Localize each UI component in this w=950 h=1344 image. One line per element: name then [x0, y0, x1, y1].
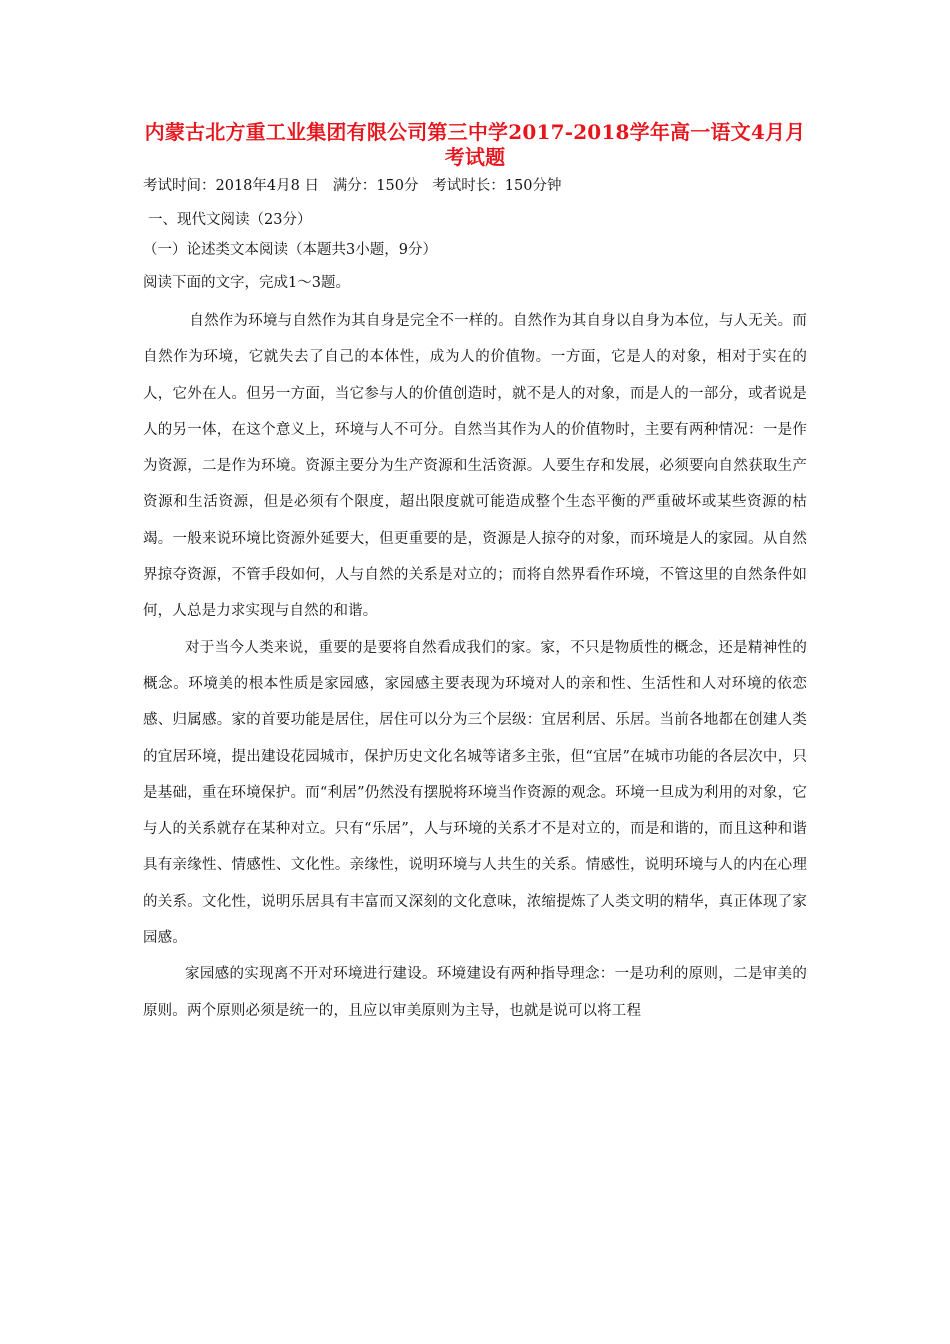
passage-paragraph-2: 对于当今人类来说，重要的是要将自然看成我们的家。家，不只是物质性的概念，还是精神性的概念。环境美的根本性质是家园感，家园感主要表现为环境对人的亲和性、生活性和人对环境的依恋感、归属感。家的首要功能是居住，居住可以分为三个层级：宜居利居、乐居。当前各地都在创建人类的宜居环境，提出建设花园城市，保护历史文化名城等诸多主张，但“宜居”在城市功能的各层次中，只是基础，重在环境保护。而“利居”仍然没有摆脱将环境当作资源的观念。环境一旦成为利用的对象，它与人的关系就存在某种对立。只有“乐居”，人与环境的关系才不是对立的，而是和谐的，而且这种和谐具有亲缘性、情感性、文化性。亲缘性，说明环境与人共生的关系。情感性，说明环境与人的内在心理的关系。文化性，说明乐居具有丰富而又深刻的文化意味，浓缩提炼了人类文明的精华，真正体现了家园感。	[143, 639, 807, 947]
document-page	[143, 120, 807, 1029]
passage-paragraph-3: 家园感的实现离不开对环境进行建设。环境建设有两种指导理念：一是功利的原则，二是审美的原则。两个原则必须是统一的，且应以审美原则为主导，也就是说可以将工程	[143, 966, 807, 1019]
document-title: 内蒙古北方重工业集团有限公司第三中学2017-2018学年高一语文4月月考试题	[144, 120, 806, 169]
passage-paragraph-1: 自然作为环境与自然作为其自身是完全不一样的。自然作为其自身以自身为本位，与人无关。而自然作为环境，它就失去了自己的本体性，成为人的价值物。一方面，它是人的对象，相对于实在的人，它外在人。但另一方面，当它参与人的价值创造时，就不是人的对象，而是人的一部分，或者说是人的另一体，在这个意义上，环境与人不可分。自然当其作为人的价值物时，主要有两种情况：一是作为资源，二是作为环境。资源主要分为生产资源和生活资源。人要生存和发展，必须要向自然获取生产资源和生活资源，但是必须有个限度，超出限度就可能造成整个生态平衡的严重破坏或某些资源的枯竭。一般来说环境比资源外延要大，但更重要的是，资源是人掠夺的对象，而环境是人的家园。从自然界掠夺资源，不管手段如何，人与自然的关系是对立的；而将自然界看作环境，不管这里的自然条件如何，人总是力求实现与自然的和谐。	[143, 313, 807, 620]
subsection-heading-argumentative: （一）论述类文本阅读（本题共3小题，9分）	[143, 242, 437, 258]
exam-info: 考试时间：2018年4月8 日 满分：150分 考试时长：150分钟	[143, 178, 562, 194]
section-heading-modern-reading: 一、现代文阅读（23分）	[148, 212, 312, 228]
reading-instruction: 阅读下面的文字，完成1～3题。	[143, 275, 350, 291]
